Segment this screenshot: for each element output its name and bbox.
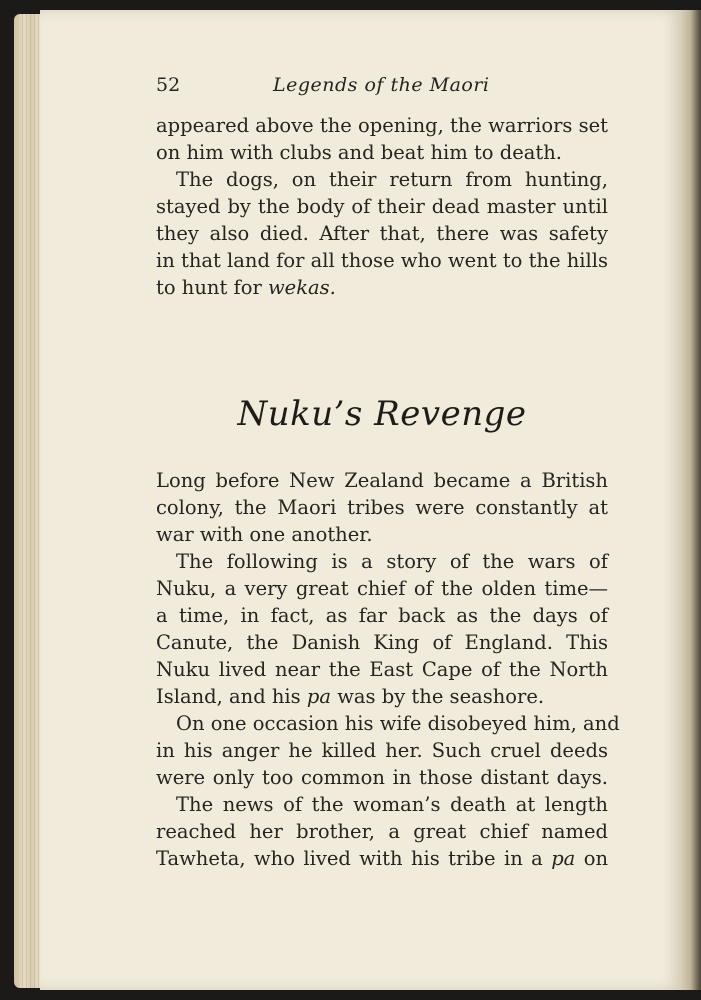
page-number: 52 <box>156 74 181 96</box>
text-line: in his anger he killed her. Such cruel deeds <box>156 739 608 762</box>
text-line: The news of the woman’s death at length <box>176 793 608 816</box>
text-line: were only too common in those distant days. <box>156 766 608 789</box>
text-line: on him with clubs and beat him to death. <box>156 141 562 164</box>
text-span: to hunt for <box>156 276 262 299</box>
text-span: was by the seashore. <box>337 685 545 708</box>
text-line: Nuku lived near the East Cape of the North <box>156 658 608 681</box>
text-line: appeared above the opening, the warriors set <box>156 114 609 137</box>
text-line: On one occasion his wife disobeyed him, and <box>176 712 620 735</box>
text-line: The dogs, on their return from hunting, <box>176 168 608 191</box>
text-line: war with one another. <box>156 523 373 546</box>
italic-word: pa <box>306 685 331 708</box>
text-line: reached her brother, a great chief named <box>156 820 608 843</box>
text-line <box>156 683 608 710</box>
text-line: a time, in fact, as far back as the days of <box>156 604 608 627</box>
text-line: Long before New Zealand became a British <box>156 469 608 492</box>
text-line: Nuku, a very great chief of the olden time— <box>156 577 608 600</box>
text-line <box>156 274 608 301</box>
text-span: Tawheta, who lived with his tribe in a <box>156 847 543 870</box>
text-line: in that land for all those who went to the hills <box>156 249 609 272</box>
text-line <box>156 845 608 872</box>
running-head-title: Legends of the Maori <box>273 74 490 96</box>
text-line: Canute, the Danish King of England. This <box>156 631 608 654</box>
chapter-title: Nuku’s Revenge <box>237 394 527 434</box>
text-span: on <box>583 847 609 870</box>
gutter-shadow <box>680 10 701 990</box>
text-line: The following is a story of the wars of <box>176 550 608 573</box>
running-head <box>156 74 608 104</box>
italic-word: wekas. <box>267 276 336 299</box>
italic-word: pa <box>551 847 576 870</box>
text-span: Island, and his <box>156 685 301 708</box>
text-line: stayed by the body of their dead master until <box>156 195 608 218</box>
text-line: they also died. After that, there was safety <box>156 222 608 245</box>
text-line: colony, the Maori tribes were constantly at <box>156 496 608 519</box>
